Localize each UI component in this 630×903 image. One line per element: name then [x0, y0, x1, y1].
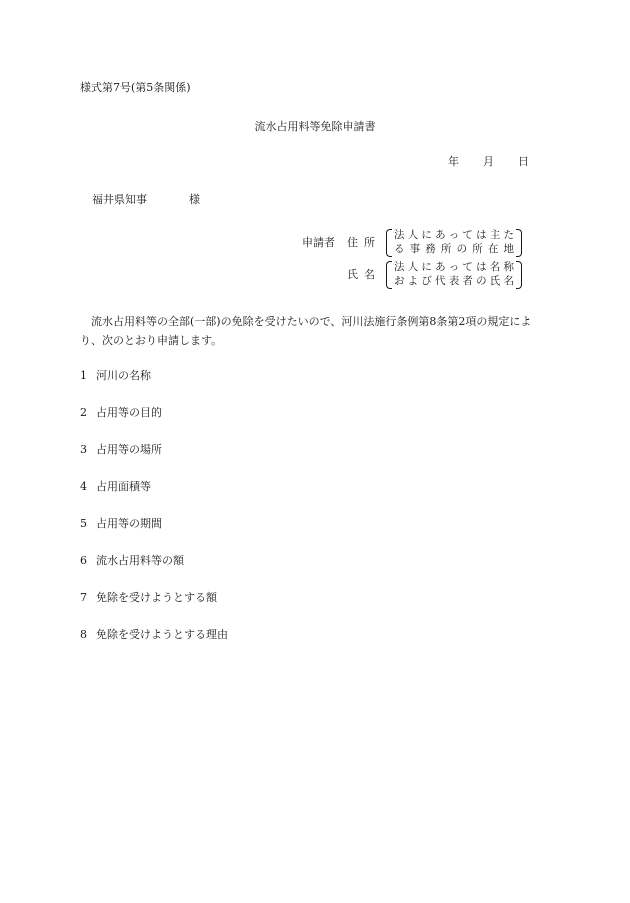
addressee-name: 福井県知事	[92, 193, 147, 206]
item-number: 2	[80, 406, 87, 419]
bracket-left	[386, 261, 392, 289]
address-note-line1: 法人にあっては主た	[394, 229, 514, 241]
item-number: 3	[80, 443, 87, 456]
date-year-label: 年	[448, 155, 459, 168]
address-note-line2: る事務所の所在地	[394, 243, 514, 255]
list-item	[80, 480, 228, 517]
addressee-honorific: 様	[189, 193, 200, 206]
item-list	[80, 369, 228, 665]
list-item	[80, 554, 228, 591]
item-label: 占用等の目的	[96, 406, 162, 419]
item-label: 流水占用料等の額	[96, 554, 184, 567]
applicant-label: 申請者	[302, 236, 335, 249]
bracket-right	[516, 229, 522, 257]
list-item	[80, 443, 228, 480]
item-label: 河川の名称	[96, 369, 151, 382]
item-number: 1	[80, 369, 87, 382]
form-number: 様式第7号(第5条関係)	[80, 81, 191, 94]
item-number: 5	[80, 517, 87, 530]
body-text: 流水占用料等の全部(一部)の免除を受けたいので、河川法施行条例第8条第2項の規定により、次のとおり申請します。	[80, 315, 532, 347]
date-day-label: 日	[518, 155, 529, 168]
item-number: 7	[80, 591, 87, 604]
list-item	[80, 591, 228, 628]
list-item	[80, 406, 228, 443]
list-item	[80, 369, 228, 406]
item-label: 占用等の期間	[96, 517, 162, 530]
item-label: 占用面積等	[96, 480, 151, 493]
date-month-label: 月	[483, 155, 494, 168]
name-label: 氏名	[347, 268, 381, 281]
address-label: 住所	[347, 236, 381, 249]
name-note	[386, 260, 522, 288]
item-label: 免除を受けようとする理由	[96, 628, 228, 641]
addressee	[92, 193, 200, 207]
list-item	[80, 628, 228, 665]
item-number: 4	[80, 480, 87, 493]
name-note-line2: および代表者の氏名	[394, 275, 514, 287]
item-label: 免除を受けようとする額	[96, 591, 217, 604]
document-title: 流水占用料等免除申請書	[254, 120, 376, 133]
item-number: 6	[80, 554, 87, 567]
list-item	[80, 517, 228, 554]
name-note-line1: 法人にあっては名称	[394, 261, 514, 273]
bracket-right	[516, 261, 522, 289]
address-note	[386, 228, 522, 256]
item-number: 8	[80, 628, 87, 641]
bracket-left	[386, 229, 392, 257]
item-label: 占用等の場所	[96, 443, 162, 456]
